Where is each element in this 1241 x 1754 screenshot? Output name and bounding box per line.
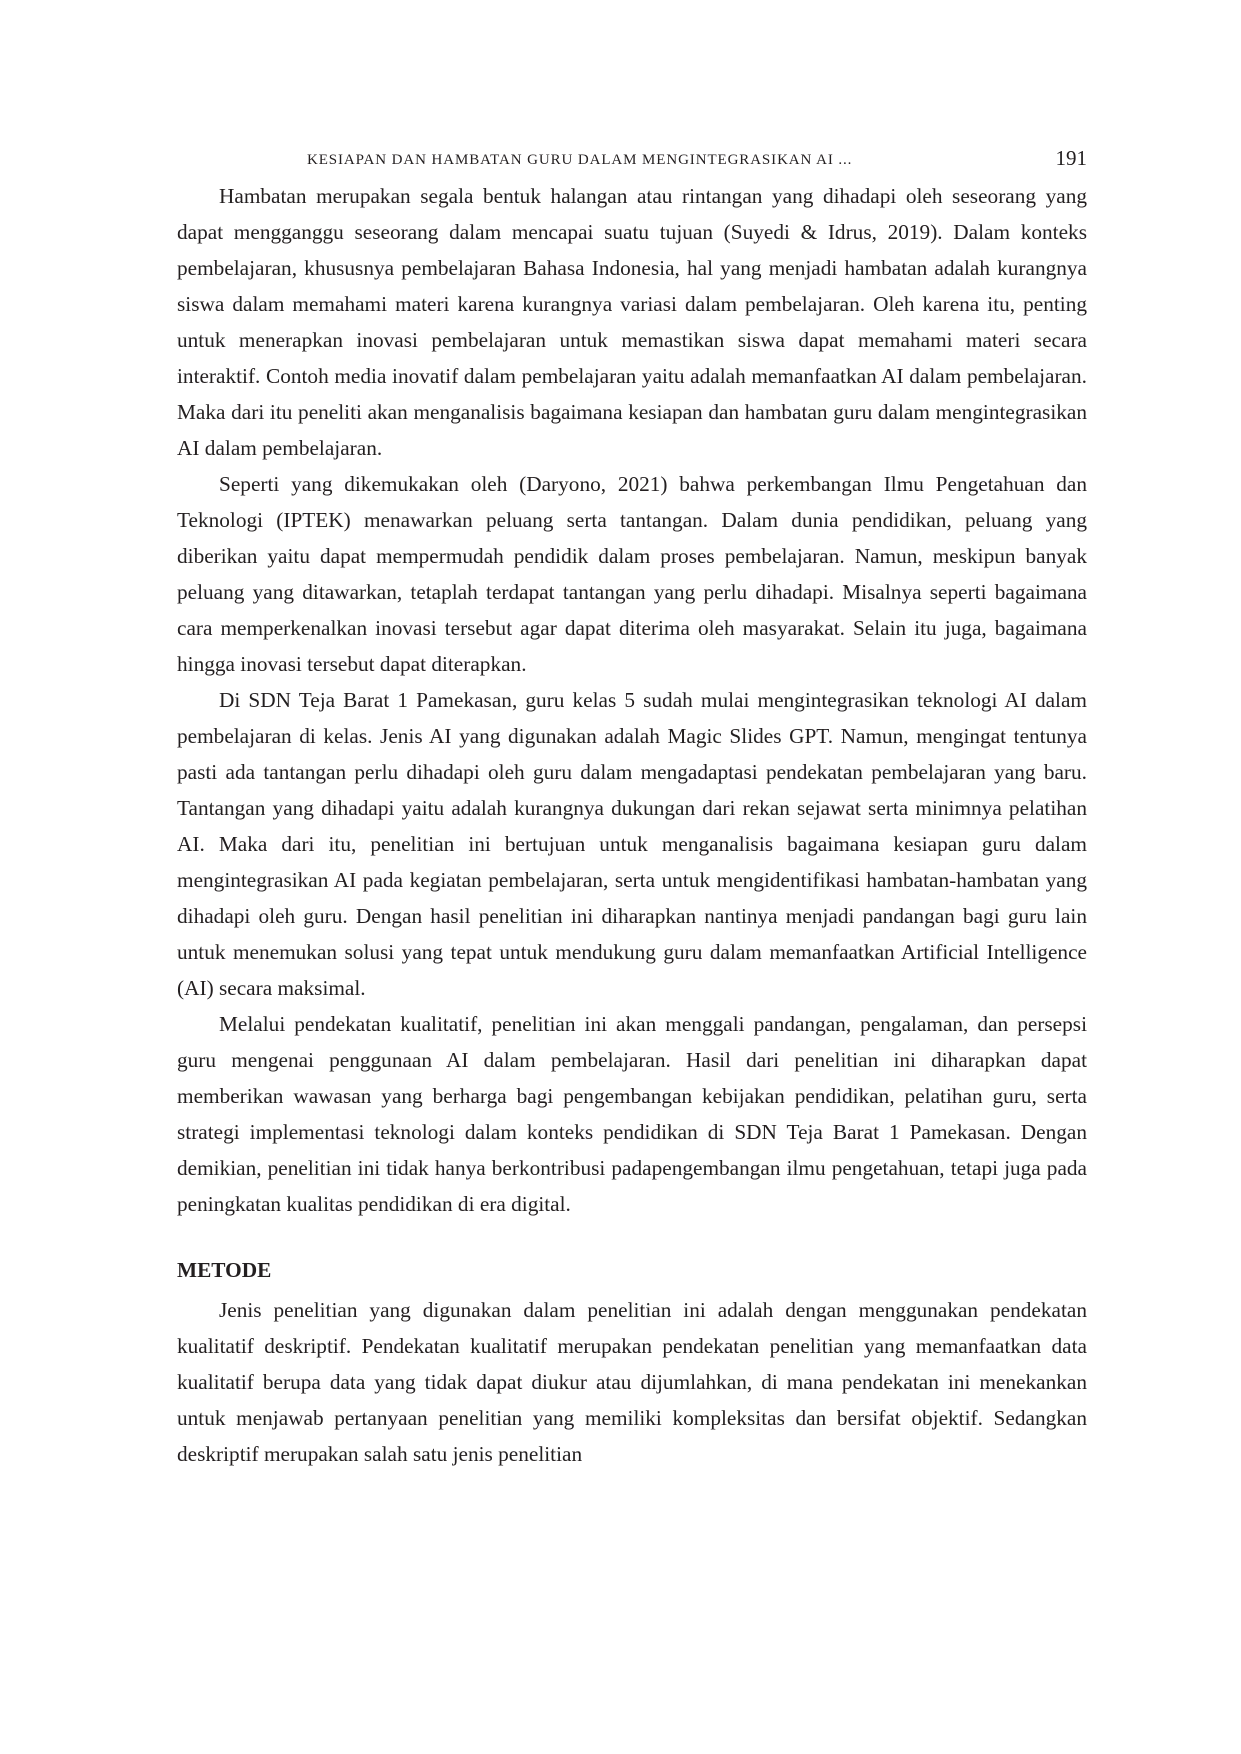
section-heading-metode: METODE [177, 1258, 272, 1282]
body-text [177, 178, 1087, 1472]
paragraph-iptek: Seperti yang dikemukakan oleh (Daryono, 2021) bahwa perkembangan Ilmu Pengetahuan dan Teknologi (IPTEK) menawarkan peluang serta tantangan. Dalam dunia pendidikan, peluang yang diberikan yaitu dapat mempermudah pendidik dalam proses pembelajaran. Namun, meskipun banyak peluang yang ditawarkan, tetaplah terdapat tantangan yang perlu dihadapi. Misalnya seperti bagaimana cara memperkenalkan inovasi tersebut agar dapat diterima oleh masyarakat. Selain itu juga, bagaimana hingga inovasi tersebut dapat diterapkan. [177, 472, 1087, 676]
running-title: KESIAPAN DAN HAMBATAN GURU DALAM MENGINTEGRASIKAN AI ... [307, 152, 853, 168]
paragraph-pendekatan-kualitatif: Melalui pendekatan kualitatif, penelitian ini akan menggali pandangan, pengalaman, dan persepsi guru mengenai penggunaan AI dalam pembelajaran. Hasil dari penelitian ini diharapkan dapat memberikan wawasan yang berharga bagi pengembangan kebijakan pendidikan, pelatihan guru, serta strategi implementasi teknologi dalam konteks pendidikan di SDN Teja Barat 1 Pamekasan. Dengan demikian, penelitian ini tidak hanya berkontribusi padapengembangan ilmu pengetahuan, tetapi juga pada peningkatan kualitas pendidikan di era digital. [177, 1012, 1087, 1216]
page-number: 191 [1055, 146, 1087, 170]
running-header [177, 140, 1087, 172]
paragraph-hambatan: Hambatan merupakan segala bentuk halangan atau rintangan yang dihadapi oleh seseorang yang dapat mengganggu seseorang dalam mencapai suatu tujuan (Suyedi & Idrus, 2019). Dalam konteks pembelajaran, khususnya pembelajaran Bahasa Indonesia, hal yang menjadi hambatan adalah kurangnya siswa dalam memahami materi karena kurangnya variasi dalam pembelajaran. Oleh karena itu, penting untuk menerapkan inovasi pembelajaran untuk memastikan siswa dapat memahami materi secara interaktif. Contoh media inovatif dalam pembelajaran yaitu adalah memanfaatkan AI dalam pembelajaran. Maka dari itu peneliti akan menganalisis bagaimana kesiapan dan hambatan guru dalam mengintegrasikan AI dalam pembelajaran. [177, 184, 1087, 460]
paragraph-sdn-teja-barat: Di SDN Teja Barat 1 Pamekasan, guru kelas 5 sudah mulai mengintegrasikan teknologi AI dalam pembelajaran di kelas. Jenis AI yang digunakan adalah Magic Slides GPT. Namun, mengingat tentunya pasti ada tantangan perlu dihadapi oleh guru dalam mengadaptasi pendekatan pembelajaran yang baru. Tantangan yang dihadapi yaitu adalah kurangnya dukungan dari rekan sejawat serta minimnya pelatihan AI. Maka dari itu, penelitian ini bertujuan untuk menganalisis bagaimana kesiapan guru dalam mengintegrasikan AI pada kegiatan pembelajaran, serta untuk mengidentifikasi hambatan-hambatan yang dihadapi oleh guru. Dengan hasil penelitian ini diharapkan nantinya menjadi pandangan bagi guru lain untuk menemukan solusi yang tepat untuk mendukung guru dalam memanfaatkan Artificial Intelligence (AI) secara maksimal. [177, 688, 1087, 1000]
paragraph-metode: Jenis penelitian yang digunakan dalam penelitian ini adalah dengan menggunakan pendekatan kualitatif deskriptif. Pendekatan kualitatif merupakan pendekatan penelitian yang memanfaatkan data kualitatif berupa data yang tidak dapat diukur atau dijumlahkan, di mana pendekatan ini menekankan untuk menjawab pertanyaan penelitian yang memiliki kompleksitas dan bersifat objektif. Sedangkan deskriptif merupakan salah satu jenis penelitian [177, 1298, 1087, 1466]
document-page [177, 140, 1087, 1472]
